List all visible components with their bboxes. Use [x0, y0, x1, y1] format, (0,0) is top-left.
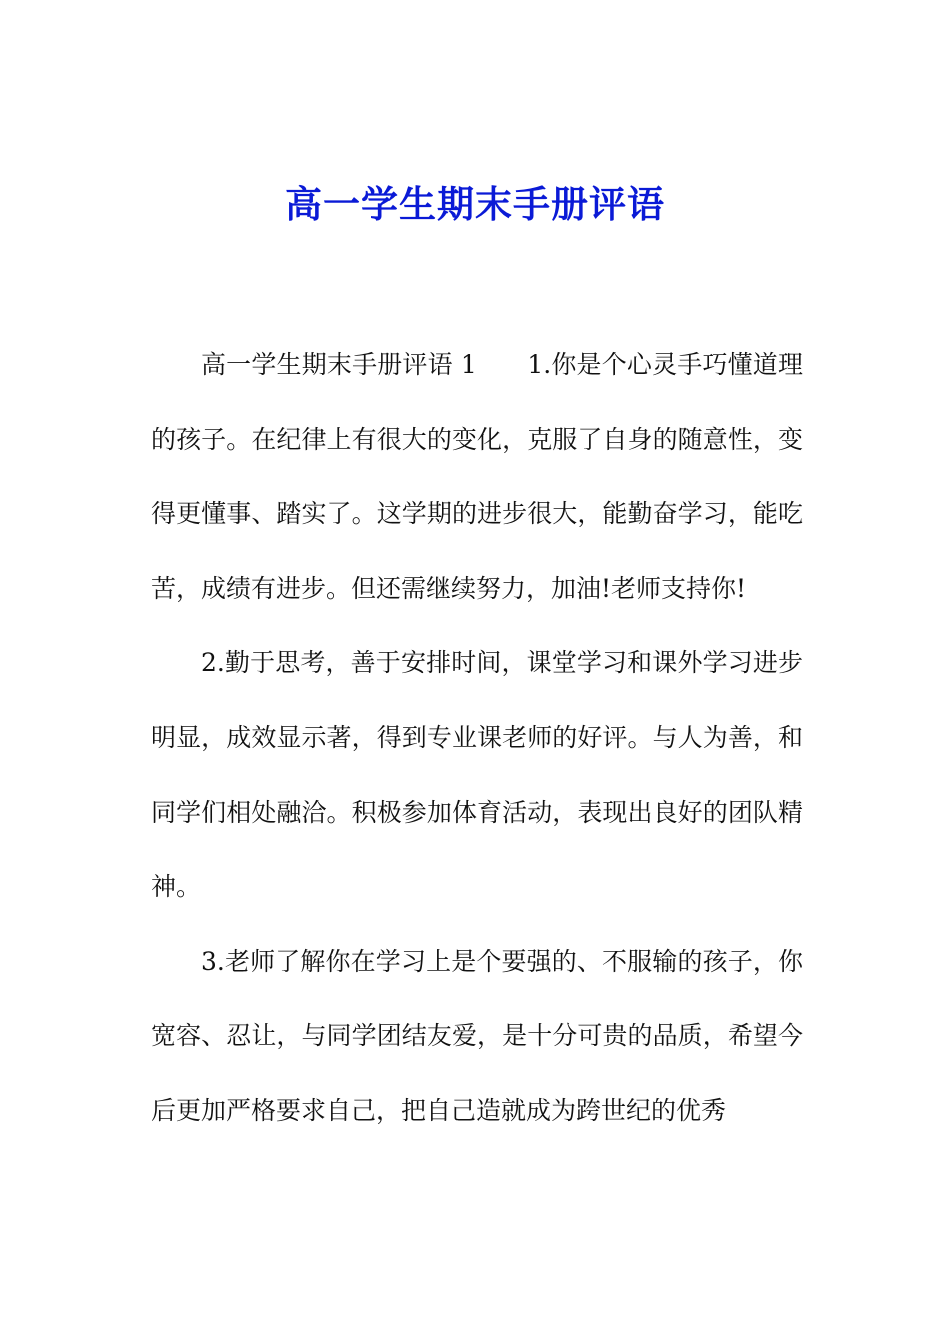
paragraph-3: 3.老师了解你在学习上是个要强的、不服输的孩子，你宽容、忍让，与同学团结友爱，是十分可贵的品质，希望今后更加严格要求自己，把自己造就成为跨世纪的优秀	[151, 946, 803, 1125]
paragraph-2: 2.勤于思考，善于安排时间，课堂学习和课外学习进步明显，成效显示著，得到专业课老师的好评。与人为善，和同学们相处融洽。积极参加体育活动，表现出良好的团队精神。	[151, 648, 803, 902]
document-title: 高一学生期末手册评语	[285, 182, 665, 226]
paragraph-1: 高一学生期末手册评语 1 1.你是个心灵手巧懂道理的孩子。在纪律上有很大的变化，克服了自身的随意性，变得更懂事、踏实了。这学期的进步很大，能勤奋学习，能吃苦，成绩有进步。但还需继续努力，加油!老师支持你!	[151, 350, 803, 603]
document-body	[151, 328, 803, 1149]
